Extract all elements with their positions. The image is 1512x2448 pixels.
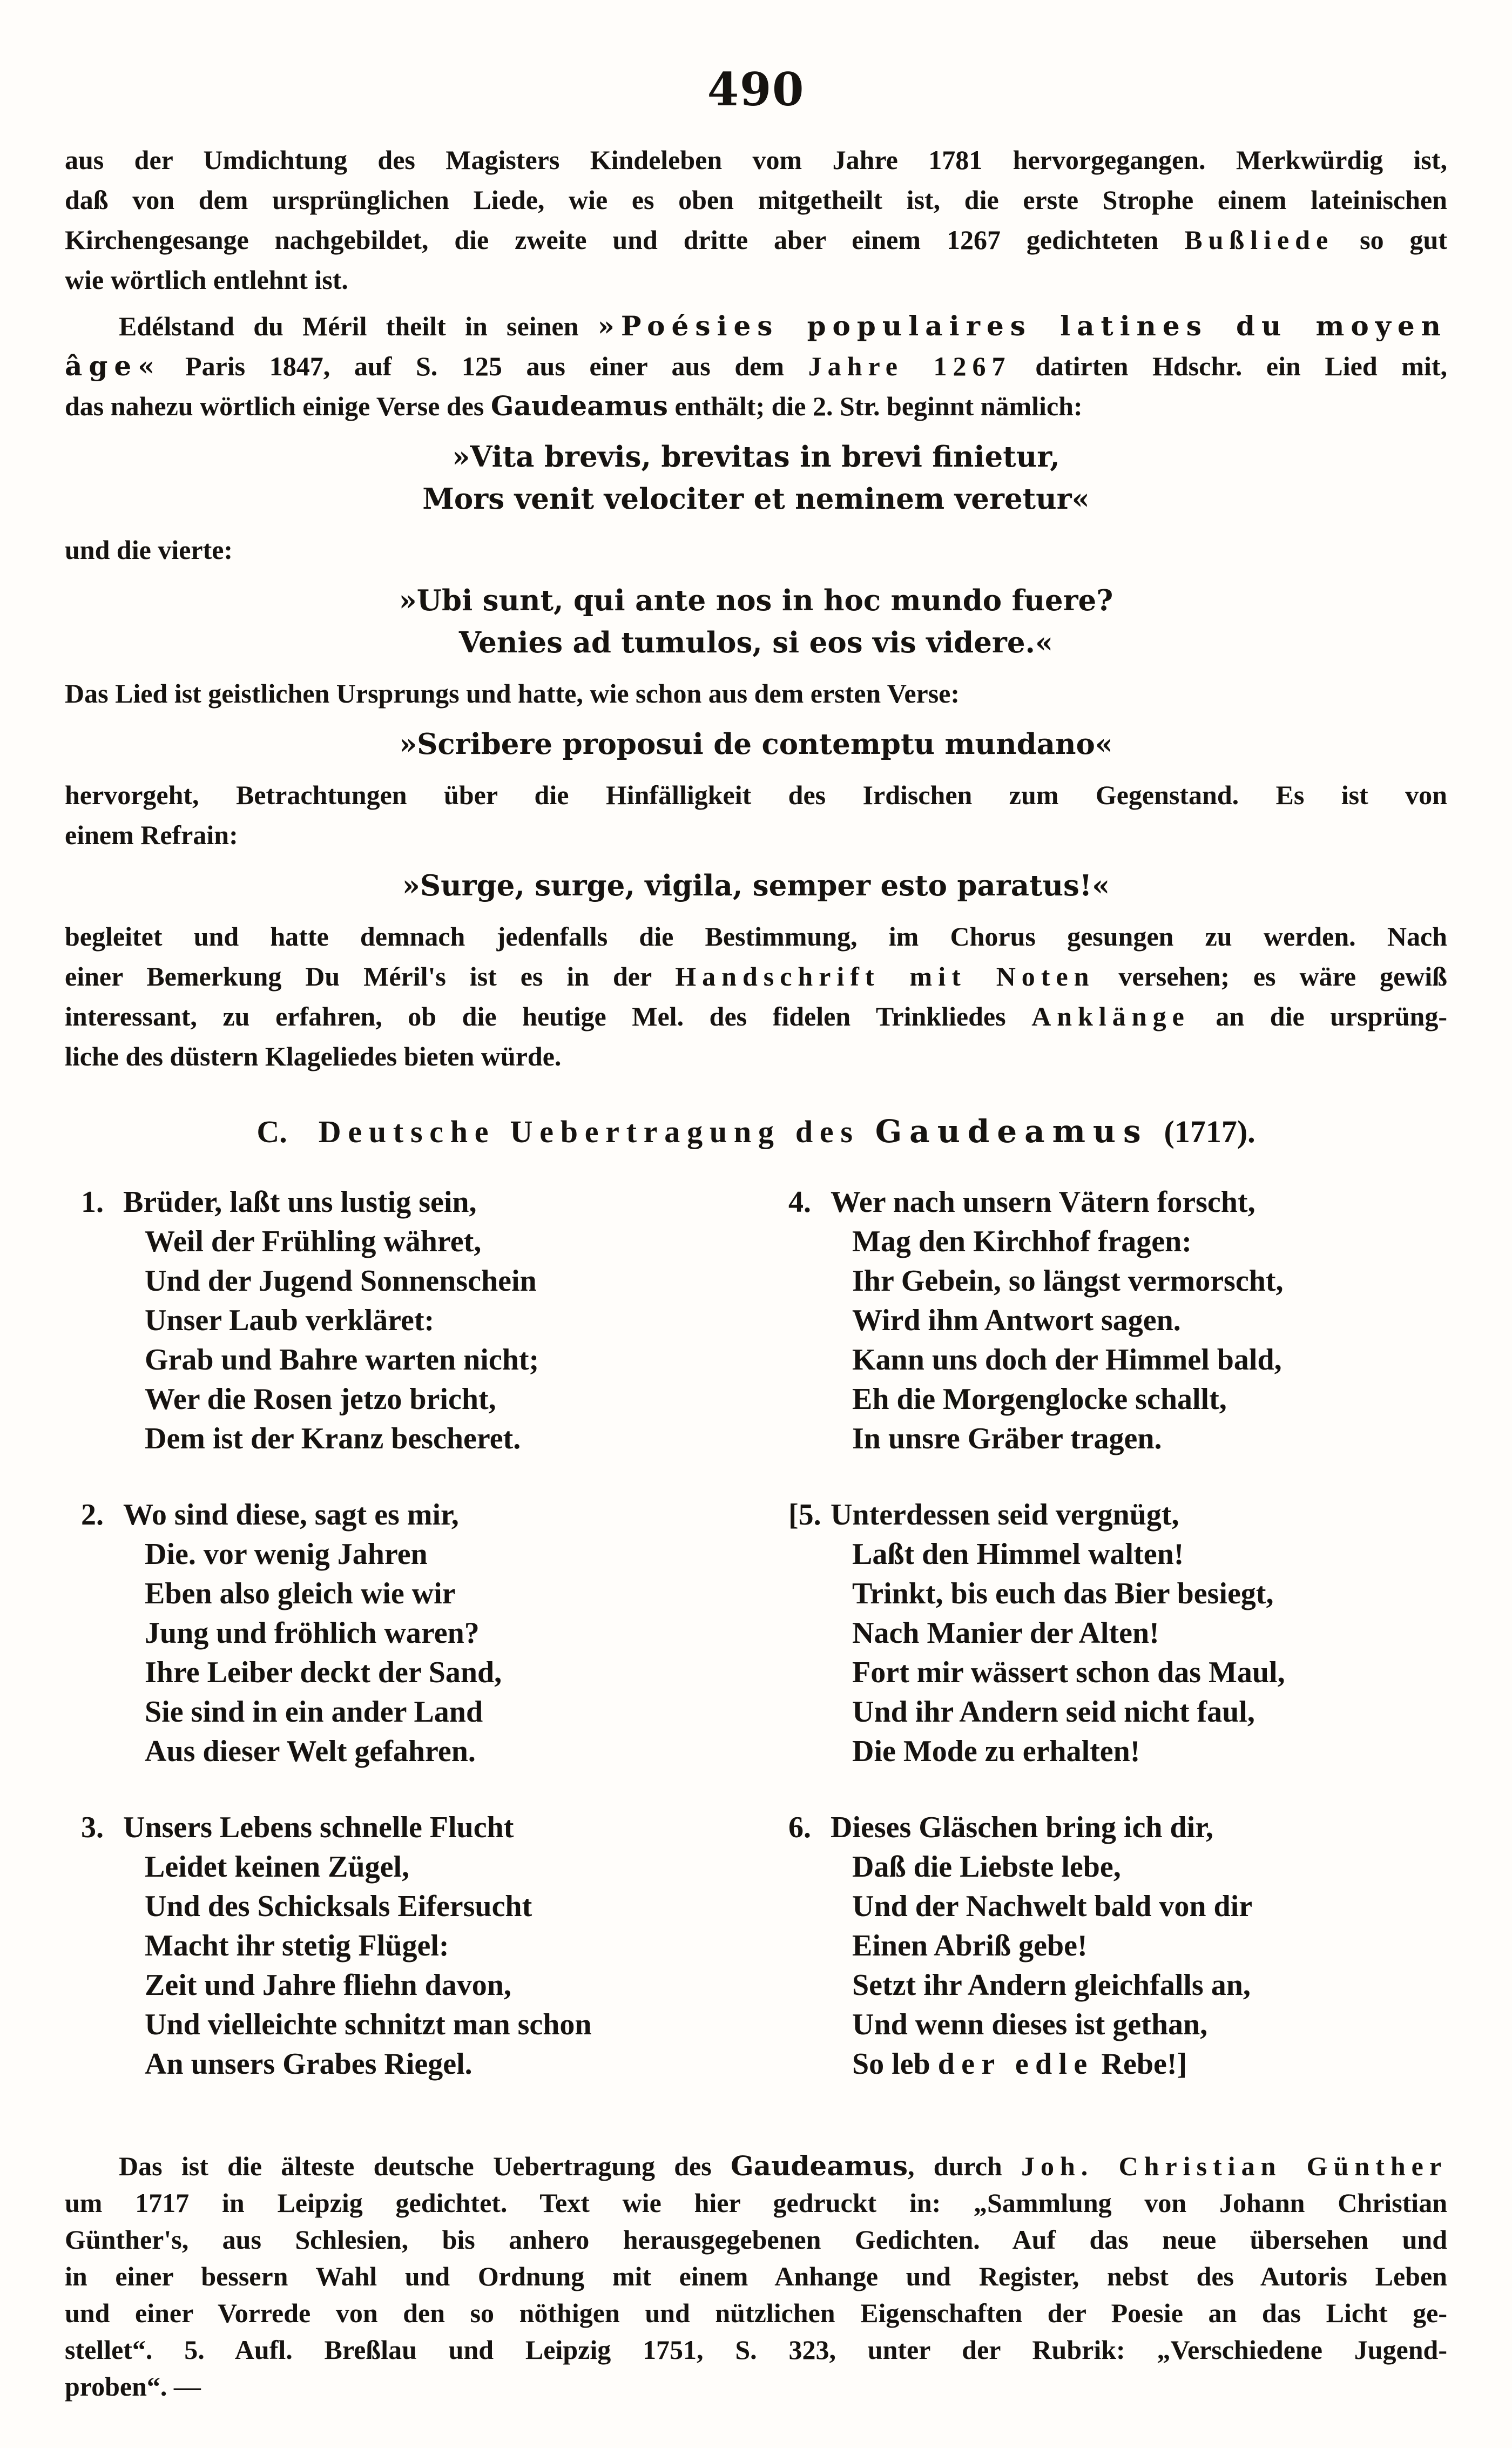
text-segment-sp: Bußliede bbox=[1184, 225, 1334, 255]
text-line bbox=[65, 2295, 1447, 2331]
text-segment-antiqua-sp: âge« bbox=[65, 350, 161, 382]
text-line bbox=[65, 956, 1447, 996]
text-segment: an die ursprüng- bbox=[1190, 1001, 1447, 1031]
text-line: Dieses Gläschen bring ich dir, bbox=[831, 1811, 1213, 1844]
paragraph-das-lied: Das Lied ist geistlichen Ursprungs und hatte, wie schon aus dem ersten Verse: bbox=[65, 678, 960, 709]
text-segment: Kirchengesange nachgebildet, die zweite und dritte aber einem 1267 gedichteten bbox=[65, 225, 1185, 255]
strophe-number: 2. bbox=[81, 1498, 104, 1532]
text-line: Und der Nachwelt bald von dir bbox=[852, 1890, 1253, 1923]
strophe bbox=[788, 1495, 1447, 1771]
text-segment: Rebe!] bbox=[1094, 2047, 1187, 2081]
page-number: 490 bbox=[707, 63, 805, 116]
paragraph-kindleben bbox=[65, 140, 1447, 300]
strophe bbox=[81, 1495, 788, 1771]
text-line: Einen Abriß gebe! bbox=[852, 1929, 1088, 1963]
text-line: Macht ihr stetig Flügel: bbox=[145, 1929, 449, 1963]
text-line: Unterdessen seid vergnügt, bbox=[831, 1498, 1179, 1532]
text-line: Trinkt, bis euch das Bier besiegt, bbox=[852, 1577, 1274, 1610]
strophe bbox=[788, 1808, 1447, 2084]
text-line bbox=[65, 386, 1447, 426]
text-line: »Ubi sunt, qui ante nos in hoc mundo fuere? bbox=[399, 584, 1113, 617]
text-segment: begleitet und hatte demnach jedenfalls die Bestimmung, im Chorus gesungen zu werden. Nach bbox=[65, 921, 1447, 952]
text-line: Und wenn dieses ist gethan, bbox=[852, 2008, 1208, 2041]
text-segment: das nahezu wörtlich einige Verse des bbox=[65, 391, 491, 421]
paragraph-closing-note bbox=[65, 2148, 1447, 2405]
text-line: Ihre Leiber deckt der Sand, bbox=[145, 1656, 502, 1689]
text-line: Setzt ihr Andern gleichfalls an, bbox=[852, 1968, 1251, 2002]
text-line: Die Mode zu erhalten! bbox=[852, 1735, 1140, 1768]
text-segment-antiqua: Gaudeamus bbox=[730, 2150, 908, 2182]
text-line: Brüder, laßt uns lustig sein, bbox=[123, 1185, 477, 1219]
verse-columns bbox=[81, 1183, 1447, 2121]
text-segment: daß von dem ursprünglichen Liede, wie es oben mitgetheilt ist, die erste Strophe einem lateinischen bbox=[65, 185, 1447, 215]
text-segment-antiqua-sp: »Poésies populaires latines du moyen bbox=[597, 310, 1447, 342]
label-und-die-vierte-wrap bbox=[65, 530, 1447, 570]
text-line: An unsers Grabes Riegel. bbox=[145, 2047, 473, 2081]
text-segment: interessant, zu erfahren, ob die heutige Mel. des fidelen Trinkliedes bbox=[65, 1001, 1032, 1031]
text-line: Aus dieser Welt gefahren. bbox=[145, 1735, 476, 1768]
text-segment: stellet“. 5. Aufl. Breßlau und Leipzig 1751, S. 323, unter der Rubrik: „Verschiedene Jugend- bbox=[65, 2335, 1447, 2365]
text-line: Und des Schicksals Eifersucht bbox=[145, 1890, 532, 1923]
text-line: wie wörtlich entlehnt ist. bbox=[65, 265, 348, 295]
text-line bbox=[65, 2148, 1447, 2184]
text-line: Eben also gleich wie wir bbox=[145, 1577, 456, 1610]
text-segment: datirten Hdschr. ein Lied mit, bbox=[1011, 351, 1447, 381]
text-segment-sp: Handschrift mit Noten bbox=[675, 961, 1095, 992]
text-line bbox=[65, 2258, 1447, 2295]
text-line bbox=[852, 2045, 1447, 2084]
text-line: liche des düstern Klageliedes bieten würde. bbox=[65, 1041, 562, 1071]
text-segment: einer Bemerkung Du Méril's ist es in der bbox=[65, 961, 676, 992]
text-line: Wer nach unsern Vätern forscht, bbox=[831, 1185, 1256, 1219]
latin-quote-surge bbox=[65, 865, 1447, 907]
text-line: Und ihr Andern seid nicht faul, bbox=[852, 1695, 1255, 1729]
text-line: einem Refrain: bbox=[65, 820, 238, 850]
text-line: Unsers Lebens schnelle Flucht bbox=[123, 1811, 514, 1844]
text-line: Dem ist der Kranz bescheret. bbox=[145, 1422, 521, 1455]
text-line: Mors venit velociter et neminem veretur« bbox=[422, 482, 1090, 516]
text-line: Jung und fröhlich waren? bbox=[145, 1616, 480, 1650]
text-line: Leidet keinen Zügel, bbox=[145, 1850, 410, 1884]
text-line bbox=[65, 916, 1447, 956]
text-line bbox=[65, 2184, 1447, 2221]
paragraph-hervorgeht bbox=[65, 775, 1447, 855]
strophe bbox=[788, 1183, 1447, 1459]
text-line: In unsre Gräber tragen. bbox=[852, 1422, 1162, 1455]
text-segment-antiqua: Gaudeamus bbox=[490, 390, 668, 422]
text-line: Die. vor wenig Jahren bbox=[145, 1537, 428, 1571]
text-line: Laßt den Himmel walten! bbox=[852, 1537, 1184, 1571]
text-line: Fort mir wässert schon das Maul, bbox=[852, 1656, 1285, 1689]
label-und-die-vierte: und die vierte: bbox=[65, 535, 233, 565]
text-line bbox=[65, 140, 1447, 180]
text-line: Nach Manier der Alten! bbox=[852, 1616, 1159, 1650]
text-segment-sp: Joh. Christian Günther bbox=[1021, 2151, 1448, 2181]
text-line: Eh die Morgenglocke schallt, bbox=[852, 1383, 1227, 1416]
strophe-number: 1. bbox=[81, 1185, 104, 1219]
text-line: Unser Laub verkläret: bbox=[145, 1304, 435, 1337]
text-segment-sp: der edle bbox=[937, 2047, 1094, 2081]
text-line: Und vielleichte schnitzt man schon bbox=[145, 2008, 592, 2041]
text-line: »Vita brevis, brevitas in brevi finietur, bbox=[452, 440, 1060, 474]
text-line: Grab und Bahre warten nicht; bbox=[145, 1343, 539, 1377]
text-line: Zeit und Jahre fliehn davon, bbox=[145, 1968, 511, 2002]
paragraph-das-lied-wrap bbox=[65, 673, 1447, 713]
strophe-number: [5. bbox=[788, 1498, 821, 1532]
verse-column-left bbox=[81, 1183, 788, 2121]
text-line: Sie sind in ein ander Land bbox=[145, 1695, 483, 1729]
text-line: Wer die Rosen jetzo bricht, bbox=[145, 1383, 496, 1416]
text-line: Ihr Gebein, so längst vermorscht, bbox=[852, 1264, 1284, 1298]
text-line: Wird ihm Antwort sagen. bbox=[852, 1304, 1181, 1337]
text-segment: in einer bessern Wahl und Ordnung mit einem Anhange und Register, nebst des Autoris Leben bbox=[65, 2261, 1447, 2291]
text-line: Mag den Kirchhof fragen: bbox=[852, 1225, 1192, 1258]
text-segment bbox=[860, 1114, 875, 1149]
text-line: »Surge, surge, vigila, semper esto paratus!« bbox=[402, 869, 1110, 902]
latin-quote-scribere bbox=[65, 723, 1447, 765]
text-segment: hervorgeht, Betrachtungen über die Hinfälligkeit des Irdischen zum Gegenstand. Es ist von bbox=[65, 780, 1447, 810]
text-line: Venies ad tumulos, si eos vis videre.« bbox=[458, 626, 1054, 659]
latin-quote-ubi-sunt bbox=[65, 579, 1447, 664]
text-segment: um 1717 in Leipzig gedichtet. Text wie hier gedruckt in: „Sammlung von Johann Christian bbox=[65, 2188, 1447, 2218]
strophe bbox=[81, 1183, 788, 1459]
text-segment: aus der Umdichtung des Magisters Kindeleben vom Jahre 1781 hervorgegangen. Merkwürdig ist, bbox=[65, 145, 1447, 175]
section-heading-deutsche-uebertragung bbox=[65, 1110, 1447, 1154]
text-segment-sp: Deutsche Uebertragung des bbox=[318, 1114, 860, 1149]
text-segment: versehen; es wäre gewiß bbox=[1095, 961, 1447, 992]
strophe-number: 3. bbox=[81, 1811, 104, 1844]
text-segment-sp: Jahre 1267 bbox=[808, 351, 1011, 381]
text-line bbox=[65, 306, 1447, 346]
text-segment: , durch bbox=[908, 2151, 1021, 2181]
text-line: proben“. — bbox=[65, 2371, 201, 2402]
text-segment-sp: Anklänge bbox=[1031, 1001, 1190, 1031]
text-segment-antiqua-sp: Gaudeamus bbox=[875, 1113, 1149, 1150]
text-line bbox=[65, 220, 1447, 260]
text-line bbox=[65, 775, 1447, 815]
text-segment: Paris 1847, auf S. 125 aus einer aus dem bbox=[161, 351, 808, 381]
text-line: Weil der Frühling währet, bbox=[145, 1225, 482, 1258]
text-segment: Günther's, aus Schlesien, bis anhero herausgegebenen Gedichten. Auf das neue übersehen und bbox=[65, 2224, 1447, 2255]
verse-column-right bbox=[788, 1183, 1447, 2121]
text-line bbox=[65, 2331, 1447, 2368]
text-line bbox=[65, 996, 1447, 1036]
latin-quote-vita-brevis bbox=[65, 436, 1447, 520]
text-line bbox=[65, 180, 1447, 220]
strophe-number: 4. bbox=[788, 1185, 811, 1219]
text-segment: (1717). bbox=[1148, 1114, 1256, 1149]
text-line: Und der Jugend Sonnenschein bbox=[145, 1264, 537, 1298]
text-line bbox=[65, 2221, 1447, 2258]
text-line: Daß die Liebste lebe, bbox=[852, 1850, 1121, 1884]
strophe-number: 6. bbox=[788, 1811, 811, 1844]
text-line bbox=[65, 346, 1447, 386]
text-line: »Scribere proposui de contemptu mundano« bbox=[399, 727, 1113, 761]
text-segment: So leb bbox=[852, 2047, 938, 2081]
text-line bbox=[65, 1110, 1447, 1154]
paragraph-begleitet bbox=[65, 916, 1447, 1076]
text-segment: Edélstand du Méril theilt in seinen bbox=[65, 311, 598, 341]
text-segment: Das ist die älteste deutsche Uebertragung des bbox=[65, 2151, 731, 2181]
text-segment: so gut bbox=[1334, 225, 1447, 255]
text-segment: C. bbox=[256, 1114, 319, 1149]
text-line: Wo sind diese, sagt es mir, bbox=[123, 1498, 459, 1532]
paragraph-dumeril bbox=[65, 306, 1447, 426]
text-segment: enthält; die 2. Str. beginnt nämlich: bbox=[667, 391, 1083, 421]
text-line: Kann uns doch der Himmel bald, bbox=[852, 1343, 1282, 1377]
text-segment: und einer Vorrede von den so nöthigen und nützlichen Eigenschaften der Poesie an das Licht ge- bbox=[65, 2298, 1447, 2328]
strophe bbox=[81, 1808, 788, 2084]
